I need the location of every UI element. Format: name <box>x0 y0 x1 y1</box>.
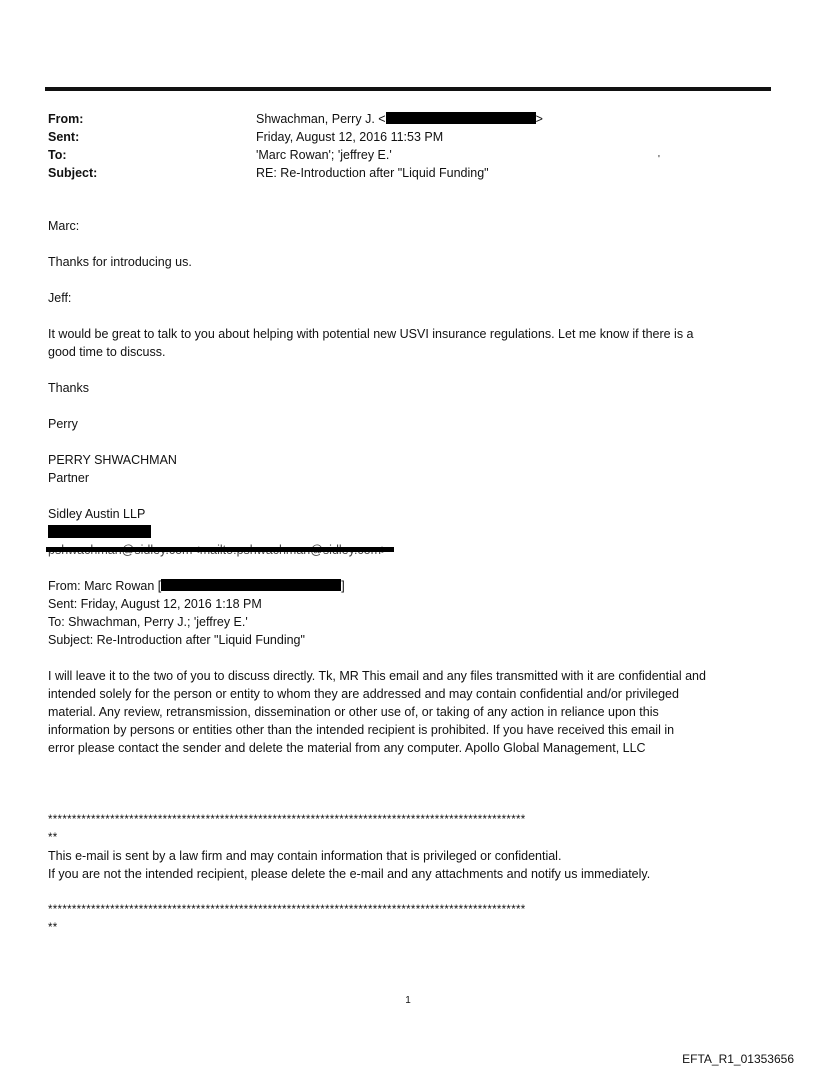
redaction-block <box>386 112 536 124</box>
thanks-intro: Thanks for introducing us. <box>48 255 192 269</box>
quoted-subject: Subject: Re-Introduction after "Liquid Funding" <box>48 633 305 647</box>
header-sent-row <box>48 128 768 146</box>
from-value <box>256 110 768 128</box>
quoted-body-line-5: error please contact the sender and delete the material from any computer. Apollo Global Management, LLC <box>48 741 646 755</box>
closing-thanks: Thanks <box>48 381 89 395</box>
disclaimer-stars-top-tail: ** <box>48 832 58 844</box>
quoted-body-line-1: I will leave it to the two of you to discuss directly. Tk, MR This email and any files transmitted with it are confidential and <box>48 669 706 683</box>
struck-email <box>48 541 388 559</box>
sent-label: Sent: <box>48 130 80 144</box>
quoted-from-prefix: From: Marc Rowan [ <box>48 579 162 593</box>
disclaimer-line-2: If you are not the intended recipient, please delete the e-mail and any attachments and notify us immediately. <box>48 867 651 881</box>
from-value-suffix: > <box>535 112 543 126</box>
header-from-row <box>48 110 768 128</box>
sent-value: Friday, August 12, 2016 11:53 PM <box>256 130 444 144</box>
to-label: To: <box>48 148 67 162</box>
quoted-to: To: Shwachman, Perry J.; 'jeffrey E.' <box>48 615 248 629</box>
quoted-from <box>48 577 768 595</box>
from-label: From: <box>48 112 84 126</box>
disclaimer-stars-top: **************************************************************************************************** <box>48 814 526 826</box>
signature-phone-line <box>48 523 768 541</box>
paragraph-line-2: good time to discuss. <box>48 345 166 359</box>
paragraph-line-1: It would be great to talk to you about helping with potential new USVI insurance regulations. Let me know if there is a <box>48 327 694 341</box>
stray-mark: ' <box>658 154 660 165</box>
email-body <box>48 217 768 937</box>
signature-title: Partner <box>48 471 89 485</box>
header-subject-row <box>48 164 768 182</box>
to-value: 'Marc Rowan'; 'jeffrey E.' <box>256 148 392 162</box>
quoted-body-line-2: intended solely for the person or entity to whom they are addressed and may contain confidential and/or privileged <box>48 687 679 701</box>
quoted-from-suffix: ] <box>341 579 345 593</box>
greeting-marc: Marc: <box>48 219 80 233</box>
quoted-body-line-3: material. Any review, retransmission, dissemination or other use of, or taking of any action in reliance upon this <box>48 705 659 719</box>
subject-value: RE: Re-Introduction after "Liquid Funding" <box>256 166 489 180</box>
page-number: 1 <box>405 995 411 1006</box>
subject-label: Subject: <box>48 166 98 180</box>
disclaimer-stars-bottom-tail: ** <box>48 922 58 934</box>
redaction-block <box>161 579 341 591</box>
disclaimer-stars-bottom: **************************************************************************************************** <box>48 904 526 916</box>
greeting-jeff: Jeff: <box>48 291 72 305</box>
redaction-block <box>48 525 151 538</box>
signature-name: PERRY SHWACHMAN <box>48 453 177 467</box>
email-header <box>48 110 768 182</box>
header-to-row <box>48 146 768 164</box>
header-divider <box>45 87 771 91</box>
quoted-body-line-4: information by persons or entities other than the intended recipient is prohibited. If you have received this email in <box>48 723 675 737</box>
signature-firm: Sidley Austin LLP <box>48 507 146 521</box>
disclaimer-line-1: This e-mail is sent by a law firm and may contain information that is privileged or confidential. <box>48 849 562 863</box>
bates-number: EFTA_R1_01353656 <box>682 1052 794 1066</box>
signature-email-line <box>48 541 768 559</box>
from-value-prefix: Shwachman, Perry J. < <box>256 112 386 126</box>
quoted-sent: Sent: Friday, August 12, 2016 1:18 PM <box>48 597 262 611</box>
strike-bar <box>46 547 394 552</box>
sender-first-name: Perry <box>48 417 78 431</box>
